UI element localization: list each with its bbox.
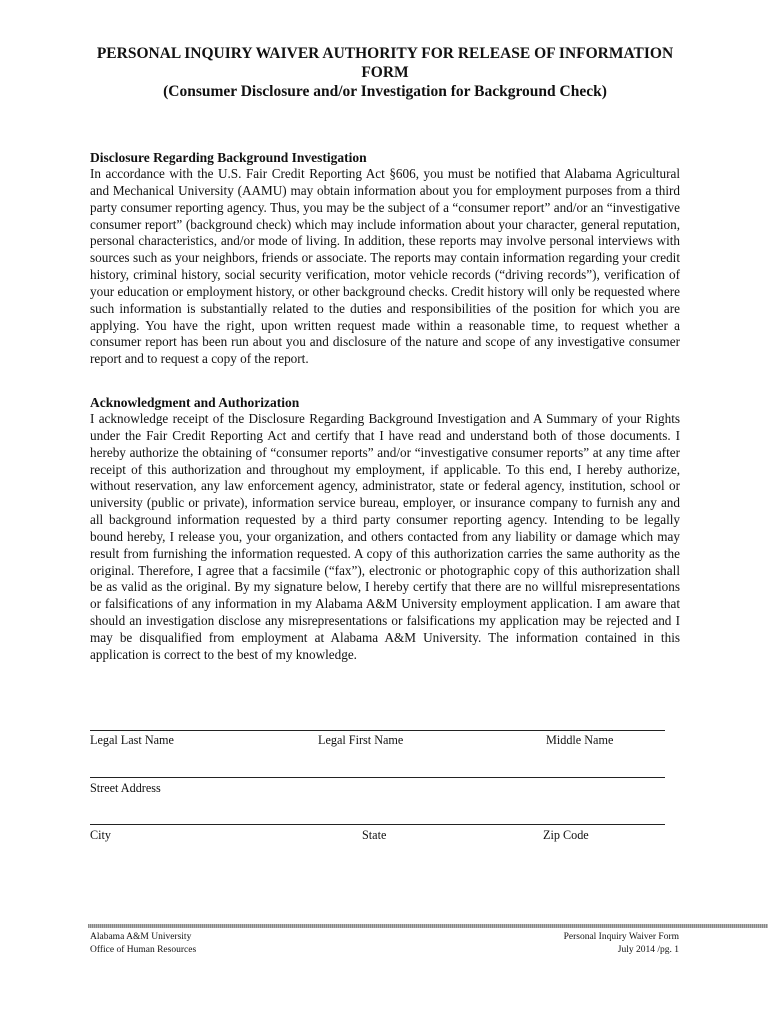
middle-name-label: Middle Name [546,733,614,747]
city-label: City [90,828,111,842]
title-line-1: PERSONAL INQUIRY WAIVER AUTHORITY FOR RELEASE OF INFORMATION [96,45,674,62]
street-address-line[interactable] [90,777,665,778]
disclosure-heading: Disclosure Regarding Background Investigation [90,150,367,165]
legal-last-name-label: Legal Last Name [90,733,174,747]
acknowledgment-heading: Acknowledgment and Authorization [90,395,300,410]
form-title [80,44,690,101]
acknowledgment-body: I acknowledge receipt of the Disclosure Regarding Background Investigation and A Summary of your Rights under the Fair Credit Reporting Act and certify that I have read and understand both of those documents. I hereby authorize the obtaining of “consumer reports” and/or “investigative consumer reports” at any time after receipt of this authorization and throughout my employment, if applicable. To this end, I hereby authorize, without reservation, any law enforcement agency, administrator, state or federal agency, institution, school or university (public or private), information service bureau, employer, or insurance company to furnish any and all background information requested by a third party consumer reporting agency. Intending to be legally bound hereby, I release you, your organization, and others contacted from any liability or damage which may result from furnishing the information requested. A copy of this authorization carries the same authority as the original. Therefore, I agree that a facsimile (“fax”), electronic or photographic copy of this authorization shall be as valid as the original. By my signature below, I hereby certify that there are no willful misrepresentations or falsifications of any information in my Alabama A&M University employment application. I am aware that should an investigation disclose any misrepresentations or falsifications my application may be rejected and I may be disqualified from employment at Alabama A&M University. The information contained in this application is correct to the best of my knowledge. [90,411,680,662]
footer-form-name: Personal Inquiry Waiver Form [563,932,679,942]
disclosure-body: In accordance with the U.S. Fair Credit Reporting Act §606, you must be notified that Alabama Agricultural and Mechanical University (AAMU) may obtain information about you for employment purposes from a third party consumer reporting agency. Thus, you may be the subject of a “consumer report” and/or an “investigative consumer report” (background check) which may include information about your character, general reputation, personal characteristics, and/or mode of living. In addition, these reports may involve personal interviews with sources such as your neighbors, friends or associate. The reports may contain information regarding your credit history, criminal history, social security verification, motor vehicle records (“driving records”), verification of your education or employment history, or other background checks. Credit history will only be requested where such information is substantially related to the duties and responsibilities of the position for which you are applying. You have the right, upon written request made within a reasonable time, to request whether a consumer report has been run about you and disclosure of the nature and scope of any investigative consumer report and to request a copy of the report. [90,166,680,367]
title-line-3: (Consumer Disclosure and/or Investigation for Background Check) [163,83,607,100]
street-address-label: Street Address [90,781,161,795]
footer-page-info: July 2014 /pg. 1 [617,945,679,955]
name-signature-line[interactable] [90,730,665,731]
legal-first-name-label: Legal First Name [318,733,404,747]
zip-code-label: Zip Code [543,828,589,842]
city-state-zip-line[interactable] [90,824,665,825]
footer-university: Alabama A&M University [90,932,192,942]
footer-divider [88,924,768,928]
footer-office: Office of Human Resources [90,945,197,955]
state-label: State [362,828,387,842]
title-line-2: FORM [361,64,409,81]
footer-right [564,931,679,957]
footer-left [90,931,196,957]
